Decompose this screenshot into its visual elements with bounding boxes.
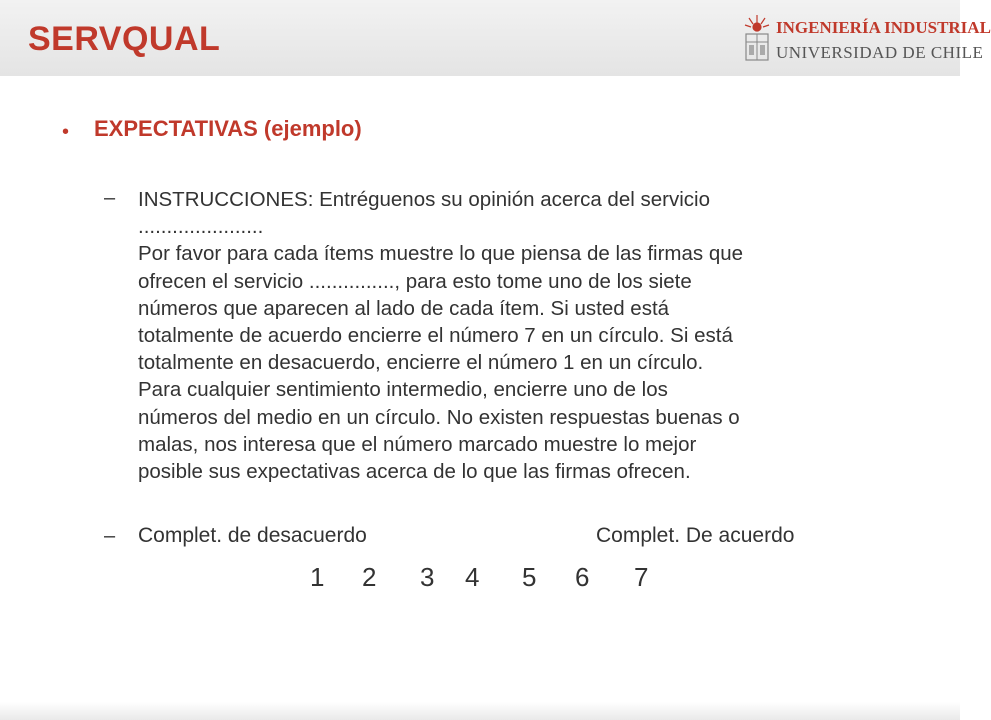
instructions-line: ofrecen el servicio ..............., para esto tome uno de los siete: [138, 269, 692, 293]
scale-label-disagree: Complet. de desacuerdo: [138, 524, 367, 547]
instructions-line: totalmente de acuerdo encierre el número 7 en un círculo. Si está: [138, 324, 733, 348]
bullet-item: [62, 116, 902, 148]
instructions-line: números que aparecen al lado de cada ítem. Si usted está: [138, 296, 670, 320]
footer-band: [0, 702, 960, 720]
instructions-line: malas, nos interesa que el número marcado muestre lo mejor: [138, 432, 697, 456]
scale-number-6: 6: [575, 562, 590, 592]
scale-number-7: 7: [634, 562, 649, 592]
logo-line-2: UNIVERSIDAD DE CHILE: [776, 43, 984, 62]
instructions-line: Por favor para cada ítems muestre lo que piensa de las firmas que: [138, 242, 744, 266]
bullet-marker: •: [62, 121, 70, 143]
slide-title: SERVQUAL: [28, 20, 221, 58]
university-logo: [738, 8, 991, 66]
instructions-paragraph: [138, 186, 908, 485]
instructions-line: posible sus expectativas acerca de lo que las firmas ofrecen.: [138, 460, 691, 484]
instructions-line: ......................: [138, 215, 264, 239]
rating-scale: [300, 562, 660, 598]
dash-marker-scale: –: [104, 525, 116, 547]
logo-line-1: INGENIERÍA INDUSTRIAL: [776, 18, 991, 37]
scale-number-3: 3: [420, 562, 435, 592]
dash-marker-instructions: –: [104, 187, 116, 209]
bullet-heading: EXPECTATIVAS (ejemplo): [94, 116, 362, 141]
instructions-line: Para cualquier sentimiento intermedio, encierre uno de los: [138, 378, 668, 402]
instructions-line: totalmente en desacuerdo, encierre el número 1 en un círculo.: [138, 351, 704, 375]
scale-number-4: 4: [465, 562, 480, 592]
university-seal-icon: [742, 12, 772, 64]
scale-number-5: 5: [522, 562, 537, 592]
instructions-line: INSTRUCCIONES: Entréguenos su opinión acerca del servicio: [138, 188, 710, 211]
scale-number-1: 1: [310, 562, 325, 592]
scale-label-agree: Complet. De acuerdo: [596, 524, 795, 547]
scale-number-2: 2: [362, 562, 377, 592]
instructions-line: números del medio en un círculo. No existen respuestas buenas o: [138, 405, 740, 429]
